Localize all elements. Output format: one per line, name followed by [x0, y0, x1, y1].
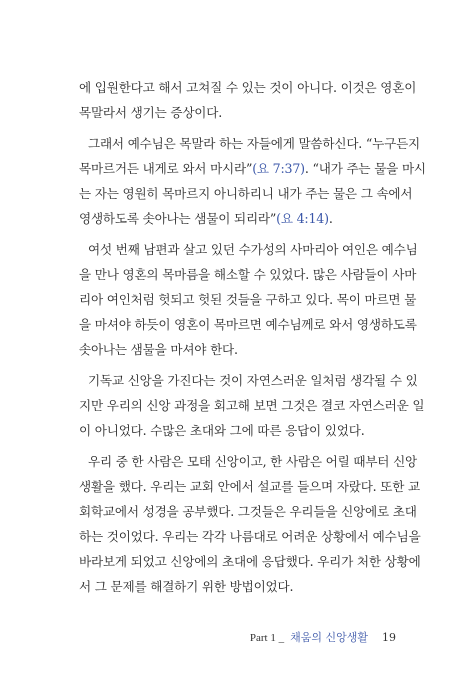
line-text: 솟아나는 샘물을 마셔야 한다. — [79, 342, 238, 357]
running-footer-part: Part 1 _ — [249, 632, 285, 644]
text-line — [79, 317, 417, 333]
line-text: 우리 중 한 사람은 모태 신앙이고, 한 사람은 어릴 때부터 신앙 — [88, 454, 418, 469]
text-line — [79, 554, 421, 570]
text-line — [88, 242, 418, 258]
line-text: 목마르거든 내게로 와서 마시라” — [79, 161, 253, 176]
line-text: 을 마셔야 하듯이 영혼이 목마르면 예수님께로 와서 영생하도록 — [79, 317, 417, 332]
text-line — [79, 398, 425, 414]
text-line — [79, 105, 404, 121]
text-line — [79, 292, 417, 308]
text-line — [88, 136, 420, 152]
line-text: 리아 여인처럼 헛되고 헛된 것들을 구하고 있다. 목이 마르면 물 — [79, 292, 417, 307]
scripture-citation: (요 7:37) — [252, 161, 305, 176]
text-line — [79, 579, 404, 595]
line-text: 여섯 번째 남편과 살고 있던 수가성의 사마리아 여인은 예수님 — [88, 242, 418, 257]
line-text: 는 자는 영원히 목마르지 아니하리니 내가 주는 물은 그 속에서 — [79, 186, 413, 201]
text-line — [79, 80, 417, 96]
line-text: 서 그 문제를 해결하기 위한 방법이었다. — [79, 579, 294, 594]
text-line — [79, 211, 404, 227]
line-text: 회학교에서 성경을 공부했다. 그것들은 우리들을 신앙에로 초대 — [79, 504, 417, 519]
line-text: 생활을 했다. 우리는 교회 안에서 설교를 들으며 자랐다. 또한 교 — [79, 479, 420, 494]
line-text: 에 입원한다고 해서 고쳐질 수 있는 것이 아니다. 이것은 영혼이 — [79, 80, 417, 95]
text-line — [79, 479, 420, 495]
line-text: 기독교 신앙을 가진다는 것이 자연스러운 일처럼 생각될 수 있 — [88, 373, 418, 388]
text-line — [79, 161, 426, 177]
page-footer — [250, 629, 396, 645]
line-text: . “내가 주는 물을 마시 — [304, 161, 426, 176]
scripture-citation: (요 4:14) — [276, 211, 329, 226]
running-footer-chapter: 채움의 신앙생활 — [290, 631, 368, 644]
page-number: 19 — [382, 631, 396, 644]
line-text: 목말라서 생기는 증상이다. — [79, 105, 223, 120]
text-line — [88, 454, 418, 470]
text-line — [79, 529, 421, 545]
line-text: 을 만나 영혼의 목마름을 해소할 수 있었다. 많은 사람들이 사마 — [79, 267, 417, 282]
line-text: 바라보게 되었고 신앙에의 초대에 응답했다. 우리가 처한 상황에 — [79, 554, 421, 569]
text-line — [79, 186, 413, 202]
line-text: 하는 것이었다. 우리는 각각 나름대로 어려운 상황에서 예수님을 — [79, 529, 421, 544]
text-line — [79, 267, 417, 283]
text-line — [88, 373, 418, 389]
text-line — [79, 504, 417, 520]
text-line — [79, 423, 404, 439]
line-text: . — [328, 211, 333, 226]
line-text: 그래서 예수님은 목말라 하는 자들에게 말씀하신다. “누구든지 — [88, 136, 420, 151]
line-text: 지만 우리의 신앙 과정을 회고해 보면 그것은 결코 자연스러운 일 — [79, 398, 425, 413]
line-text: 이 아니었다. 수많은 초대와 그에 따른 응답이 있었다. — [79, 423, 365, 438]
line-text: 영생하도록 솟아나는 샘물이 되리라” — [79, 211, 277, 226]
text-line — [79, 342, 404, 358]
